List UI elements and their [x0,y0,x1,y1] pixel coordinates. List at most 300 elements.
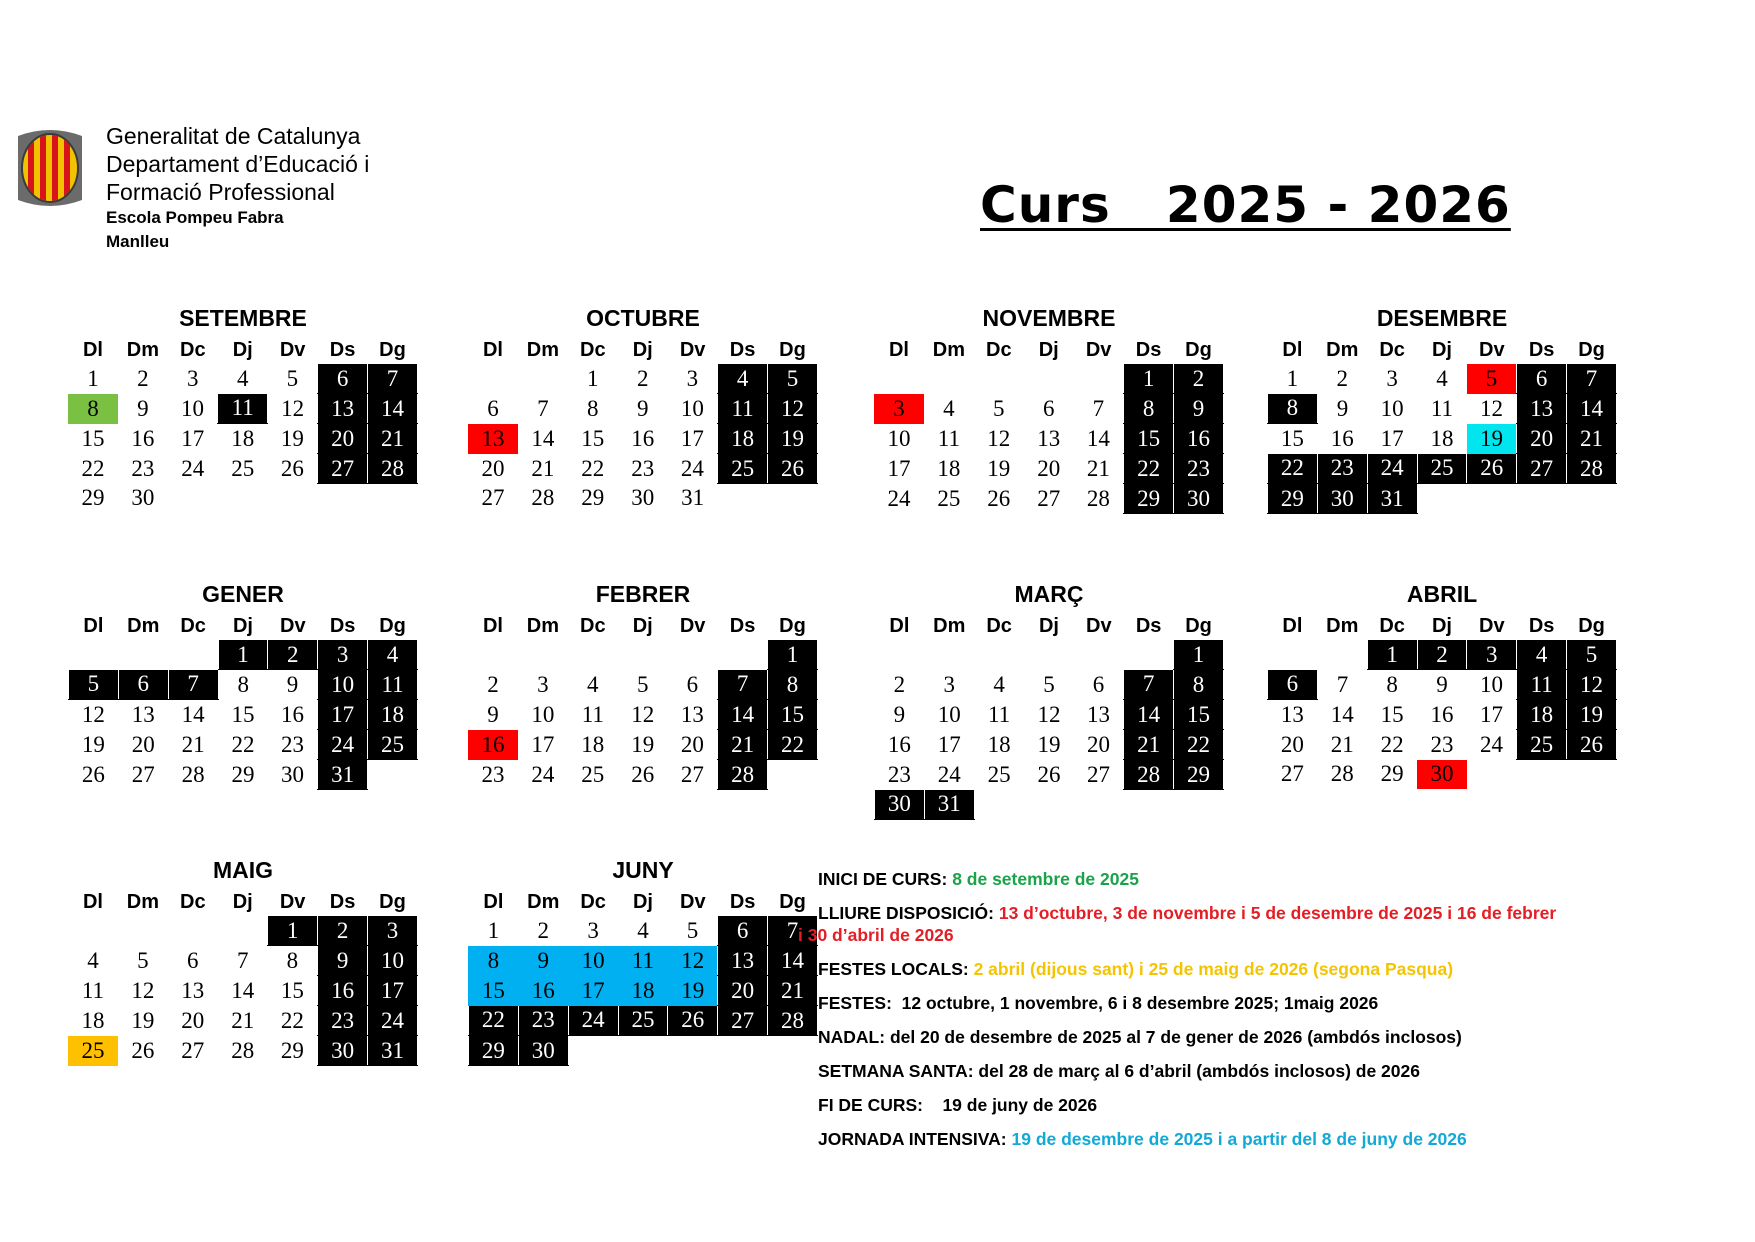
weekday-header: Dl [888,338,909,361]
empty-cell [768,484,818,514]
day-cell: 28 [181,761,205,787]
weekday-header: Dv [679,338,706,361]
day-cell: 29 [1268,484,1318,514]
week-row [469,1036,818,1066]
empty-cell [1517,484,1567,514]
month-table [1267,336,1617,514]
day-cell: 24 [937,761,961,787]
legend-lliure-disposicio [798,902,1558,946]
month-name: DESEMBRE [1376,305,1508,331]
day-cell: 13 [318,394,368,424]
day-cell: 12 [1480,395,1504,421]
day-cell: 3 [368,916,418,946]
day-cell: 6 [1092,671,1105,697]
school-town: Manlleu [106,232,170,251]
day-cell: 23 [887,761,911,787]
weekday-header: Dl [82,338,103,361]
day-cell: 20 [181,1007,205,1033]
day-cell: 5 [137,947,149,973]
day-cell: 27 [481,485,505,511]
week-row [68,484,418,514]
day-cell: 2 [893,671,906,697]
day-cell: 2 [1336,365,1349,391]
empty-cell [518,364,568,394]
empty-cell [1268,640,1318,670]
weekday-header: Dj [232,614,253,637]
day-cell: 11 [1517,670,1567,700]
day-cell: 30 [131,485,155,511]
week-row [68,916,418,946]
weekday-header-row [875,612,1224,640]
empty-cell [1124,640,1174,670]
day-cell: 19 [1037,731,1061,757]
weekday-header: Dl [889,614,910,637]
day-cell: 15 [1280,425,1304,451]
empty-cell [1024,790,1074,820]
legend-label: SETMANA SANTA: [818,1061,974,1081]
day-cell: 30 [1317,484,1367,514]
month-name: ABRIL [1406,581,1478,607]
day-cell: 16 [1430,701,1454,727]
month-name: OCTUBRE [586,305,700,331]
weekday-header: Dv [679,614,706,637]
legend-value: 8 de setembre de 2025 [952,869,1139,889]
weekday-header: Ds [1135,614,1162,637]
weekday-header-row [468,612,818,640]
day-cell: 8 [286,947,299,973]
weekday-header: Dv [279,890,306,913]
day-cell: 6 [118,670,168,700]
day-cell: 16 [318,976,368,1006]
day-cell: 28 [768,1006,818,1036]
day-cell: 15 [1174,700,1224,730]
week-row [875,790,1224,820]
month-table [468,336,818,513]
day-cell: 18 [718,424,768,454]
weekday-header: Dm [526,614,559,637]
day-cell: 7 [368,364,418,394]
day-cell: 27 [718,1006,768,1036]
day-cell: 4 [1436,365,1448,391]
day-cell: 12 [768,394,818,424]
day-cell: 18 [581,731,605,757]
generalitat-seal-icon [14,126,86,210]
day-cell: 3 [318,640,368,670]
weekday-header-row [469,888,818,916]
day-cell: 17 [531,731,555,757]
day-cell: 23 [1317,454,1367,484]
day-cell: 7 [236,947,249,973]
empty-cell [468,364,518,394]
weekday-header: Dv [1479,614,1505,637]
day-cell: 14 [718,700,768,730]
day-cell: 12 [668,946,718,976]
day-cell: 7 [1092,395,1105,421]
day-cell: 2 [487,671,499,697]
legend-value: 2 abril (dijous sant) i 25 de maig de 2026 (segona Pasqua) [973,959,1454,979]
legend-jornada-intensiva [818,1128,1698,1150]
day-cell: 22 [768,730,818,760]
day-cell: 26 [1037,761,1061,787]
day-cell: 27 [318,454,368,484]
week-row [469,1006,818,1036]
day-cell: 1 [1367,640,1417,670]
legend-value: 19 de desembre de 2025 i a partir del 8 de juny de 2026 [1011,1129,1467,1149]
day-cell: 5 [286,365,299,391]
day-cell: 25 [581,761,605,787]
week-row [1268,454,1617,484]
empty-cell [218,484,268,514]
day-cell: 11 [218,394,268,424]
weekday-header: Dg [1185,614,1212,637]
day-cell: 5 [768,364,818,394]
day-cell: 23 [1430,731,1454,757]
day-cell: 30 [518,1036,568,1066]
day-cell: 11 [1430,395,1454,421]
day-cell: 30 [1174,484,1224,514]
day-cell: 29 [81,485,105,511]
weekday-header: Dl [83,614,104,637]
weekday-header: Dj [632,614,653,637]
day-cell: 28 [1567,454,1617,484]
month-table [874,336,1224,514]
day-cell: 23 [281,731,305,757]
day-cell: 20 [1087,731,1111,757]
day-cell: 8 [68,394,118,424]
day-cell: 3 [943,671,956,697]
week-row [69,730,418,760]
day-cell: 10 [368,946,418,976]
weekday-header: Ds [329,338,356,361]
day-cell: 2 [1417,640,1467,670]
day-cell: 6 [1268,670,1318,700]
day-cell: 19 [81,731,105,757]
day-cell: 18 [1517,700,1567,730]
weekday-header: Dm [932,338,965,361]
weekday-header: Ds [729,338,756,361]
day-cell: 31 [681,485,705,511]
month-table [68,612,418,790]
week-row [469,916,818,946]
day-cell: 11 [937,425,960,451]
day-cell: 18 [1430,425,1454,451]
day-cell: 18 [81,1007,105,1033]
empty-cell [218,916,268,946]
day-cell: 11 [368,670,418,700]
day-cell: 4 [993,671,1005,697]
day-cell: 9 [318,946,368,976]
day-cell: 7 [718,670,768,700]
day-cell: 3 [1467,640,1517,670]
week-row [68,1036,418,1066]
day-cell: 20 [680,731,704,757]
month-name: GENER [202,581,284,607]
day-cell: 11 [988,701,1011,727]
day-cell: 8 [469,946,519,976]
week-row [874,364,1224,394]
day-cell: 4 [368,640,418,670]
weekday-header: Dj [632,338,653,361]
department-line1: Departament d’Educació i [106,151,370,177]
legend-value: del 28 de març al 6 d’abril (ambdós inclosos) de 2026 [978,1061,1420,1081]
empty-cell [718,484,768,514]
day-cell: 4 [236,365,249,391]
weekday-header: Dv [279,338,306,361]
day-cell: 27 [1037,485,1061,511]
weekday-header: Dl [1282,614,1303,637]
empty-cell [1074,640,1124,670]
day-cell: 17 [568,976,618,1006]
day-cell: 14 [1124,700,1174,730]
empty-cell [1024,364,1074,394]
day-cell: 14 [231,977,255,1003]
day-cell: 16 [631,425,655,451]
day-cell: 9 [286,671,299,697]
day-cell: 3 [874,394,924,424]
month-novembre [874,300,1224,514]
empty-cell [168,484,218,514]
week-row [1268,364,1617,394]
weekday-header: Dg [779,338,806,361]
day-cell: 30 [318,1036,368,1066]
weekday-header: Dg [1578,614,1605,637]
day-cell: 25 [1417,454,1467,484]
legend-label: FESTES: [818,993,892,1013]
day-cell: 7 [1336,671,1349,697]
day-cell: 21 [1086,455,1110,481]
weekday-header-row [1268,336,1617,364]
empty-cell [1074,790,1124,820]
week-row [468,730,818,760]
day-cell: 18 [368,700,418,730]
day-cell: 20 [1280,731,1304,757]
day-cell: 5 [636,671,649,697]
weekday-header: Dc [580,338,606,361]
day-cell: 27 [1087,761,1111,787]
day-cell: 26 [1567,730,1617,760]
empty-cell [974,640,1024,670]
weekday-header-row [468,336,818,364]
day-cell: 19 [280,425,304,451]
day-cell: 17 [937,731,961,757]
month-table [874,612,1224,820]
day-cell: 31 [924,790,974,820]
month-octubre [468,300,818,513]
day-cell: 11 [81,977,105,1003]
day-cell: 6 [686,671,699,697]
day-cell: 19 [987,455,1011,481]
day-cell: 24 [568,1006,618,1036]
day-cell: 25 [618,1006,668,1036]
day-cell: 7 [768,916,818,946]
day-cell: 12 [81,701,105,727]
empty-cell [1567,760,1617,790]
weekday-header: Dv [1086,614,1112,637]
month-març [874,576,1224,820]
week-row [68,394,418,424]
day-cell: 15 [581,425,605,451]
weekday-header-row [874,336,1224,364]
day-cell: 4 [587,671,599,697]
day-cell: 4 [637,917,649,943]
day-cell: 16 [131,425,155,451]
day-cell: 4 [943,395,955,421]
day-cell: 7 [1124,670,1174,700]
day-cell: 15 [231,701,255,727]
month-name: MARÇ [1014,581,1084,607]
day-cell: 26 [280,455,304,481]
day-cell: 20 [131,731,155,757]
day-cell: 13 [1037,425,1061,451]
day-cell: 9 [1436,671,1448,697]
weekday-header: Dc [1379,614,1405,637]
day-cell: 25 [68,1036,118,1066]
day-cell: 1 [487,917,500,943]
weekday-header: Dl [482,338,503,361]
day-cell: 6 [1517,364,1567,394]
school-name: Escola Pompeu Fabra [106,208,284,227]
weekday-header: Dj [1038,614,1059,637]
day-cell: 20 [718,976,768,1006]
weekday-header: Dc [986,614,1012,637]
week-row [468,454,818,484]
day-cell: 5 [993,395,1005,421]
weekday-header: Dj [632,890,653,913]
weekday-header: Ds [1528,338,1555,361]
weekday-header: Dj [1038,338,1059,361]
weekday-header: Dl [82,890,103,913]
empty-cell [1467,484,1517,514]
week-row [68,364,418,394]
legend-value: 19 de juny de 2026 [942,1095,1098,1115]
day-cell: 28 [1330,761,1354,787]
day-cell: 4 [1517,640,1567,670]
day-cell: 4 [718,364,768,394]
day-cell: 25 [368,730,418,760]
day-cell: 29 [469,1036,519,1066]
day-cell: 23 [518,1006,568,1036]
day-cell: 27 [181,1037,205,1063]
day-cell: 28 [531,485,555,511]
day-cell: 10 [181,395,205,421]
weekday-header-row [68,336,418,364]
day-cell: 12 [1567,670,1617,700]
day-cell: 13 [468,424,518,454]
day-cell: 20 [1517,424,1567,454]
day-cell: 23 [631,455,655,481]
week-row [69,670,418,700]
legend-fi-de-curs [818,1094,1698,1116]
empty-cell [1074,364,1124,394]
day-cell: 31 [318,760,368,790]
day-cell: 20 [318,424,368,454]
day-cell: 9 [1174,394,1224,424]
day-cell: 19 [668,976,718,1006]
weekday-header: Dc [180,614,206,637]
day-cell: 16 [887,731,911,757]
day-cell: 6 [318,364,368,394]
day-cell: 19 [1467,424,1517,454]
weekday-header: Ds [729,614,756,637]
day-cell: 2 [636,365,649,391]
day-cell: 26 [668,1006,718,1036]
day-cell: 5 [1043,671,1055,697]
weekday-header: Dg [379,338,406,361]
week-row [875,670,1224,700]
weekday-header: Dm [933,614,966,637]
day-cell: 19 [768,424,818,454]
weekday-header: Dg [379,614,406,637]
empty-cell [974,364,1024,394]
empty-cell [568,1036,618,1066]
week-row [875,760,1224,790]
day-cell: 22 [1268,454,1318,484]
weekday-header: Dc [1379,338,1405,361]
day-cell: 15 [1124,424,1174,454]
day-cell: 29 [231,761,255,787]
weekday-header: Dl [1282,338,1303,361]
day-cell: 13 [680,701,704,727]
weekday-header: Dj [1431,614,1452,637]
day-cell: 14 [1330,701,1354,727]
day-cell: 13 [181,977,205,1003]
day-cell: 15 [280,977,304,1003]
page-title: Curs 2025 - 2026 [980,176,1511,234]
day-cell: 10 [937,701,961,727]
day-cell: 26 [1467,454,1517,484]
day-cell: 31 [368,1036,418,1066]
week-row [68,424,418,454]
empty-cell [924,640,974,670]
day-cell: 4 [87,947,99,973]
day-cell: 9 [518,946,568,976]
week-row [1268,424,1617,454]
day-cell: 10 [1480,671,1504,697]
week-row [468,424,818,454]
day-cell: 29 [1124,484,1174,514]
empty-cell [1317,640,1367,670]
week-row [1268,700,1617,730]
empty-cell [924,364,974,394]
month-desembre [1267,300,1617,514]
day-cell: 26 [131,1037,155,1063]
day-cell: 8 [768,670,818,700]
month-name: MAIG [212,857,274,883]
day-cell: 30 [631,485,655,511]
day-cell: 24 [368,1006,418,1036]
weekday-header: Dc [986,338,1012,361]
day-cell: 26 [768,454,818,484]
day-cell: 30 [281,761,305,787]
day-cell: 14 [181,701,205,727]
weekday-header: Dg [779,614,806,637]
day-cell: 12 [631,701,655,727]
day-cell: 2 [318,916,368,946]
day-cell: 16 [518,976,568,1006]
day-cell: 8 [237,671,249,697]
day-cell: 21 [181,731,205,757]
day-cell: 21 [1124,730,1174,760]
weekday-header-row [68,888,418,916]
day-cell: 26 [81,761,105,787]
day-cell: 16 [468,730,518,760]
month-table [468,612,818,790]
day-cell: 24 [680,455,704,481]
day-cell: 18 [618,976,668,1006]
day-cell: 29 [581,485,605,511]
day-cell: 24 [181,455,205,481]
week-row [1268,670,1617,700]
